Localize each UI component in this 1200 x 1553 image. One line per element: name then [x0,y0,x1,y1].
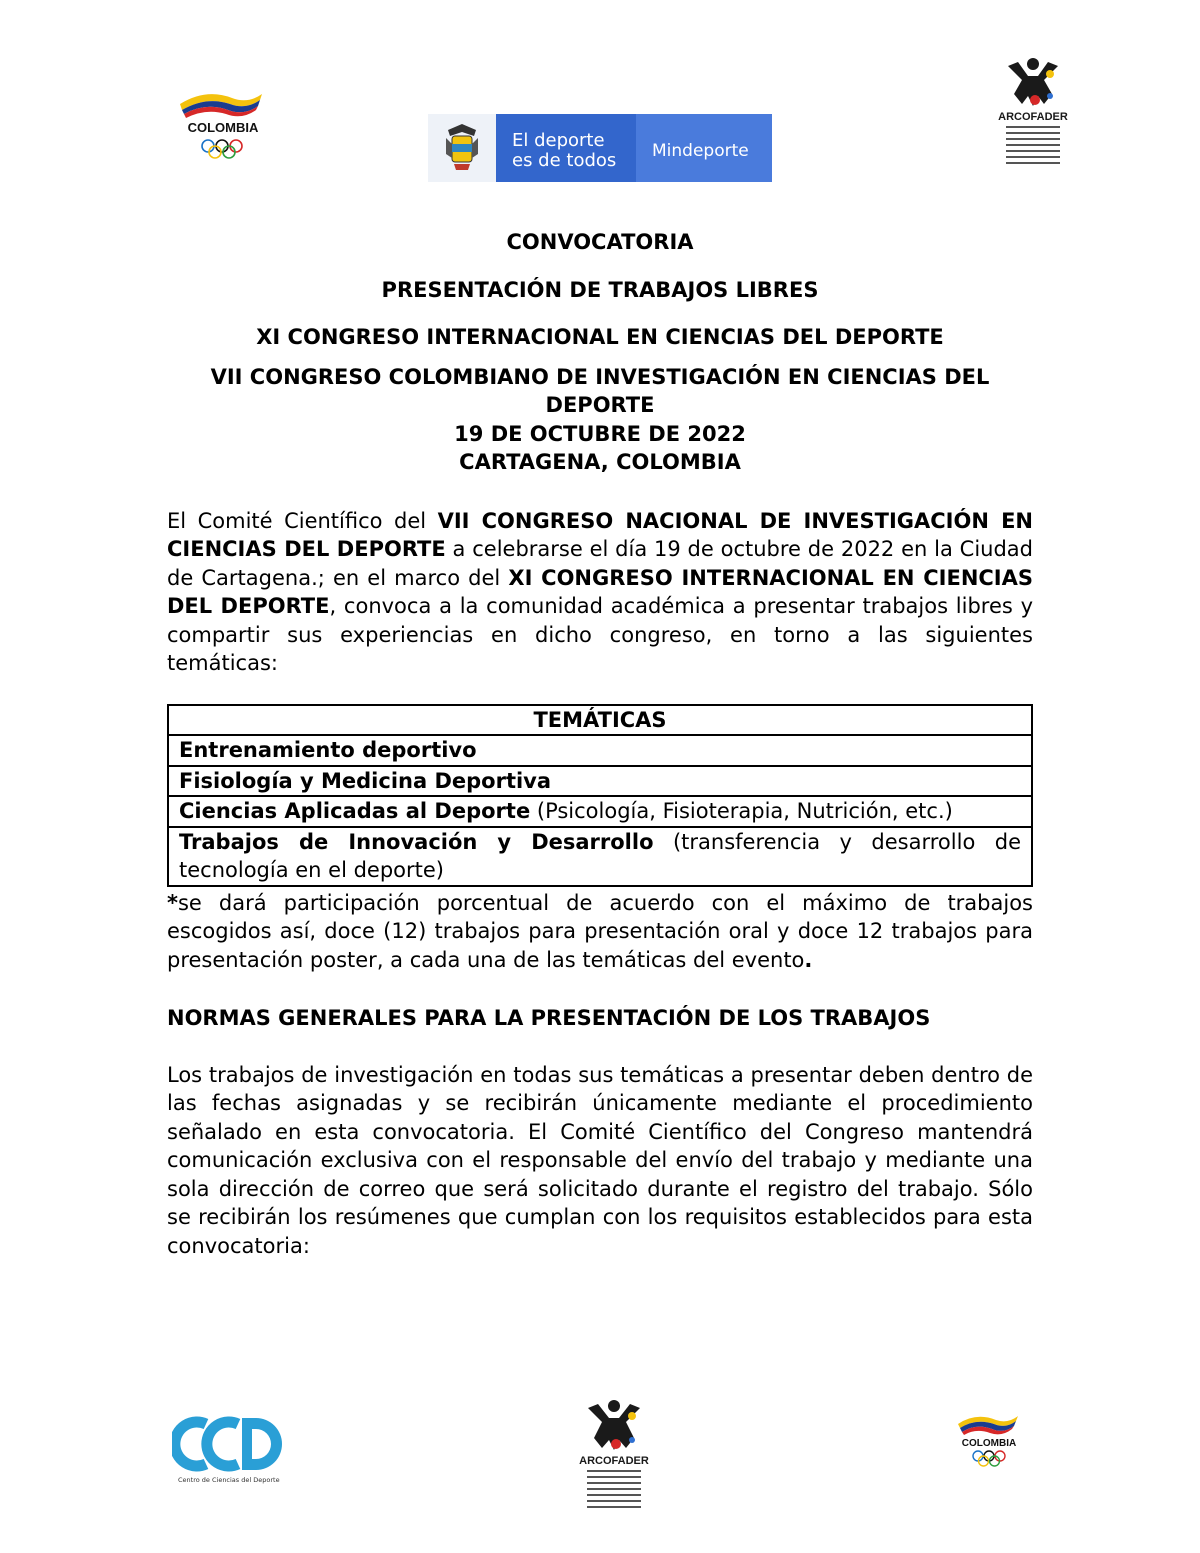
title-fecha: 19 DE OCTUBRE DE 2022 [454,421,746,446]
participation-note [167,889,1033,975]
intro-bold-2: XI CONGRESO INTERNACIONAL EN CIENCIAS DEL DEPORTE [167,565,1033,618]
topic-row [168,766,1032,797]
mindeporte-logo [428,114,772,182]
colombia-olympic-logo-bottom [954,1408,1024,1470]
title-lugar: CARTAGENA, COLOMBIA [459,450,741,474]
title-presentacion: PRESENTACIÓN DE TRABAJOS LIBRES [381,277,819,302]
intro-paragraph [167,507,1033,678]
norms-heading: NORMAS GENERALES PARA LA PRESENTACIÓN DE LOS TRABAJOS [167,1006,931,1030]
topic-row4-rest: (transferencia y desarrollo de tecnología en el deporte) [179,829,1021,882]
note-star: * [167,890,178,915]
mindeporte-name: Mindeporte [652,141,749,161]
colombia-olympic-logo [176,86,270,162]
topic-row [168,796,1032,827]
topic-row3-rest: (Psicología, Fisioterapia, Nutrición, etc.) [530,799,953,823]
ccd-logo [172,1414,284,1484]
arcofader-logo [998,56,1068,174]
note-text: se dará participación porcentual de acuerdo con el máximo de trabajos escogidos así, doce (12) trabajos para presentación oral y doce 12 trabajos para presentación poster, a cada una de las temáticas del evento [167,890,1033,972]
ccd-text: Centro de Ciencias del Deporte [178,1476,280,1484]
title-congreso-internacional: XI CONGRESO INTERNACIONAL EN CIENCIAS DEL DEPORTE [256,325,944,349]
title-convocatoria: CONVOCATORIA [506,230,694,254]
mindeporte-line2: es de todos [512,150,617,171]
mindeporte-line1: El deporte [512,130,605,151]
intro-text-1: El Comité Científico del [167,508,438,533]
note-end: . [804,947,813,972]
arcofader-top-text: ARCOFADER [998,111,1068,123]
topic-row4-bold: Trabajos de Innovación y Desarrollo [179,829,654,854]
intro-bold-1: VII CONGRESO NACIONAL DE INVESTIGACIÓN EN CIENCIAS DEL DEPORTE [167,508,1033,561]
arcofader-bottom-text: ARCOFADER [579,1455,649,1467]
arcofader-logo-bottom [578,1398,650,1518]
colombia-logo-text: COLOMBIA [187,120,259,135]
intro-text-2: a celebrarse el día 19 de octubre de 2022 en la Ciudad de Cartagena.; en el marco del [167,537,1033,590]
topic-row2: Fisiología y Medicina Deportiva [179,768,552,793]
topic-row [168,827,1032,886]
document-body [167,228,1033,1260]
norms-body: Los trabajos de investigación en todas sus temáticas a presentar deben dentro de las fechas asignadas y se recibirán únicamente mediante el procedimiento señalado en esta convocatoria. El Comité Científico del Congreso mantendrá comunicación exclusiva con el responsable del envío del trabajo y mediante una sola dirección de correo que será solicitado durante el registro del trabajo. Sólo se recibirán los resúmenes que cumplan con los requisitos establecidos para esta convocatoria: [167,1062,1033,1258]
topics-header: TEMÁTICAS [168,705,1032,736]
topic-row1: Entrenamiento deportivo [179,738,477,762]
topic-row3-bold: Ciencias Aplicadas al Deporte [179,799,531,823]
topic-row [168,735,1032,766]
title-congreso-colombiano: VII CONGRESO COLOMBIANO DE INVESTIGACIÓN EN CIENCIAS DEL DEPORTE [210,364,990,417]
topics-table [167,704,1033,887]
colombia-bottom-text: COLOMBIA [961,1438,1017,1449]
intro-text-3: , convoca a la comunidad académica a presentar trabajos libres y compartir sus experiencias en dicho congreso, en torno a las siguientes temáticas: [167,594,1034,675]
